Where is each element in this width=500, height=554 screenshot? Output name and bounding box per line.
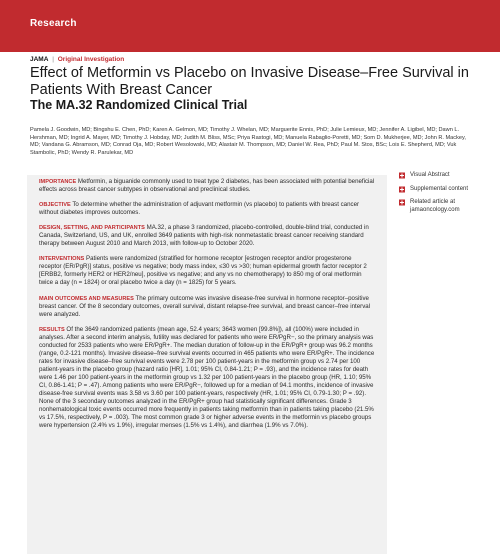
section-heading: INTERVENTIONS [39, 256, 85, 263]
related-article-site: jamaoncology.com [410, 206, 460, 213]
section-text: Of the 3649 randomized patients (mean age, 52.4 years; 3643 women [99.8%]), all (100%) were included in analyses. After a second interim analysis, futility was declared for patients who were ER/PgR−, so the primary analysis was conducted for 2533 patients who were ER/PgR+. The median duration of follow-up in the ER/PgR+ group was 96.2 months (range, 0.2-121 months). Invasive disease–free survival events occurred in 465 patients who were ER/PgR+. The incidence rates for invasive disease–free survival events were 2.78 per 100 patient-years in the metformin group vs 2.74 per 100 patient-years in the placebo group (hazard ratio [HR], 1.01; 95% CI, 0.84-1.21; P = .93), and the incidence rates for death were 1.46 per 100 patient-years in the metformin group vs 1.32 per 100 patient-years in the placebo group (HR, 1.10; 95% CI, 0.86-1.41; P = .47). Among patients who were ER/PgR−, followed up for a median of 94.1 months, incidence of invasive disease-free survival events was 3.58 vs 3.60 per 100 patient-years, respectively (HR, 1.01; 95% CI, 0.79-1.30; P = .92). None of the 3 secondary outcomes analyzed in the ER/PgR+ group had statistically significant differences. Grade 3 nonhematological toxic events occurred more frequently in patients taking metformin than in patients taking placebo (21.5% vs 17.5%, respectively, P = .003). The most common grade 3 or higher adverse events in the metformin vs placebo groups were hypertension (2.4% vs 1.9%), irregular menses (1.5% vs 1.4%), and diarrhea (1.9% vs 7.0%). [39, 325, 375, 430]
section-heading: IMPORTANCE [39, 179, 77, 185]
journal-separator: | [52, 56, 54, 63]
section-heading: DESIGN, SETTING, AND PARTICIPANTS [39, 225, 145, 232]
article-subtitle: The MA.32 Randomized Clinical Trial [30, 98, 248, 112]
section-text: Patients were randomized (stratified for hormone receptor [estrogen receptor and/or progesterone receptor (ER/PgR)] status, positive vs negative; body mass index, ≤30 vs >30; human epidermal growth factor receptor 2 [ERBB2, formerly HER2 or HER2/neu], positive vs negative; and any vs no chemotherapy) to 850 mg of oral metformin twice a day (n = 1824) or oral placebo twice a day (n = 1825) for 5 years. [39, 255, 367, 287]
abstract-results [39, 326, 375, 431]
section-text: Metformin, a biguanide commonly used to treat type 2 diabetes, has been associated with potential beneficial effects across breast cancer subtypes in observational and preclinical studies. [39, 178, 375, 194]
article-type: Original Investigation [57, 56, 125, 63]
section-label: Research [30, 18, 77, 29]
section-heading: OBJECTIVE [39, 202, 71, 209]
section-text: The primary outcome was invasive disease-free survival in hormone receptor–positive breast cancer. Of the 8 secondary outcomes, overall survival, distant relapse-free survival, and breast cancer–free interval were analyzed. [39, 294, 371, 318]
plus-icon [399, 172, 405, 179]
journal-line [30, 56, 124, 63]
abstract [39, 178, 375, 437]
plus-icon [399, 186, 405, 193]
abstract-importance [39, 178, 375, 194]
visual-abstract-label: Visual Abstract [410, 172, 450, 178]
article-title: Effect of Metformin vs Placebo on Invasive Disease–Free Survival in Patients With Breast Cancer [30, 65, 469, 98]
author-list: Pamela J. Goodwin, MD; Bingshu E. Chen, PhD; Karen A. Gelmon, MD; Timothy J. Whelan, MD; Marguerite Ennis, PhD; Julie Lemieux, MD; Jennifer A. Ligibel, MD; Dawn L. Hershman, MD; Ingrid A. Mayer, MD; Timothy J. Hobday, MD; Judith M. Bliss, MSc; Priya Rastogi, MD; Manuela Rabaglio-Poretti, MD; Som D. Mukherjee, MD; John R. Mackey, MD; Vandana G. Abramson, MD; Conrad Oja, MD; Robert Wesolowski, MD; Alastair M. Thompson, MD; Daniel W. Rea, PhD; Paul M. Stos, BSc; Lois E. Shepherd, MD; Vuk Stambolic, PhD; Wendy R. Parulekar, MD [30, 127, 466, 157]
plus-icon [399, 199, 405, 206]
supplemental-content-label: Supplemental content [410, 185, 469, 192]
related-article-link[interactable] [399, 199, 494, 214]
related-article-label: Related article at [410, 199, 456, 206]
section-banner [0, 0, 500, 52]
abstract-design [39, 224, 375, 248]
journal-name: JAMA [30, 56, 49, 63]
related-article-text [410, 199, 460, 214]
article-sidebar [399, 172, 494, 220]
abstract-objective [39, 201, 375, 217]
supplemental-content-link[interactable] [399, 186, 494, 194]
abstract-outcomes [39, 295, 375, 319]
abstract-interventions [39, 255, 375, 287]
section-text: MA.32, a phase 3 randomized, placebo-controlled, double-blind trial, conducted in Canada, Switzerland, US, and UK, enrolled 3649 patients with high-risk nonmetastatic breast cancer receiving standard therapy between August 2010 and March 2013, with follow-up to October 2020. [39, 224, 369, 248]
section-text: To determine whether the administration of adjuvant metformin (vs placebo) to patients with breast cancer without diabetes improves outcomes. [39, 201, 360, 217]
visual-abstract-link[interactable] [399, 172, 494, 180]
section-heading: MAIN OUTCOMES AND MEASURES [39, 295, 134, 302]
section-heading: RESULTS [39, 326, 65, 333]
